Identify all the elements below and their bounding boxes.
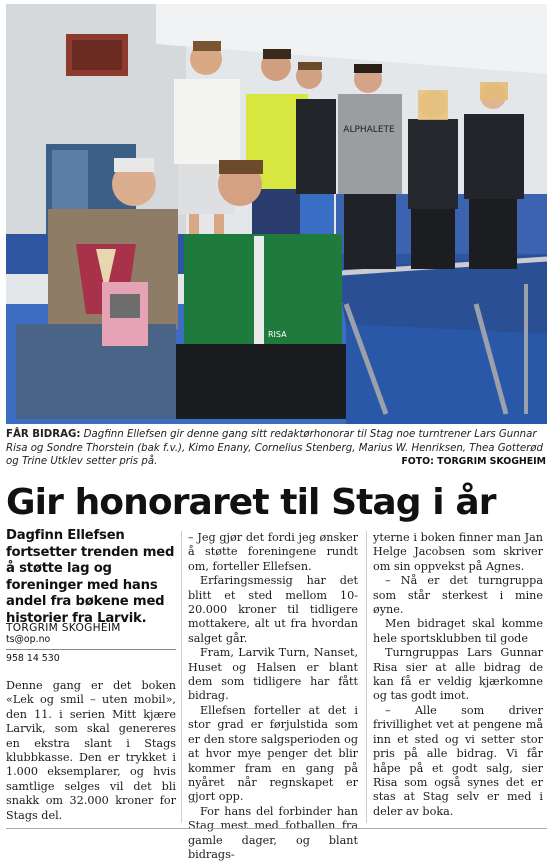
shirt-text: RISA	[268, 330, 287, 339]
paragraph: Erfaringsmessig har det blitt et sted mellom 10-20.000 kroner til tidligere mottakere, alt ut fra hvordan salget går.	[188, 574, 358, 645]
paragraph: – Alle som driver frivillighet vet at pengene må inn et sted og vi setter stor pris på alle bidrag. Vi får håpe på et godt salg, sier Risa som også synes det er stas at Stag selv er med i deler av boka.	[373, 703, 543, 818]
column-divider	[181, 531, 182, 823]
paragraph: Turngruppas Lars Gunnar Risa sier at alle bidrag de kan få er veldig kjærkomne og tas godt imot.	[373, 646, 543, 703]
body-column-2	[188, 531, 358, 862]
column-divider	[366, 531, 367, 823]
body-column-1	[6, 679, 176, 823]
byline	[6, 622, 176, 664]
byline-name: TORGRIM SKOGHEIM	[6, 622, 121, 634]
paragraph: Ellefsen forteller at det i stor grad er førjulstida som er den store salgsperioden og at hvor mye penger det blir kommer fram en gang på nyåret når regnskapet er gjort opp.	[188, 703, 358, 804]
byline-divider	[6, 649, 176, 650]
photo-credit: FOTO: TORGRIM SKOGHEIM	[401, 456, 546, 467]
caption-lead: FÅR BIDRAG:	[6, 429, 81, 440]
ingress: Dagfinn Ellefsen fortsetter trenden med å støtte lag og foreninger med hans andel fra bøkene med historier fra Larvik.	[6, 528, 175, 626]
byline-phone: 958 14 530	[6, 653, 60, 664]
paragraph: – Jeg gjør det fordi jeg ønsker å støtte foreningene rundt om, forteller Ellefsen.	[188, 531, 358, 573]
paragraph: For hans del forbinder han Stag mest med fotballen fra gamle dager, og blant bidrags-	[188, 804, 358, 861]
paragraph: Denne gang er det boken «Lek og smil – uten mobil», den 11. i serien Mitt kjære Larvik, som skal genereres en ekstra slant i Stags klubbkasse. Den er trykket i 1.000 eksemplarer, og hvis samtlige selges vil det bli snakk om 32.000 kroner for Stags del.	[6, 679, 176, 822]
byline-email[interactable]: ts@op.no	[6, 634, 51, 645]
shirt-text: ALPHALETE	[343, 125, 395, 135]
paragraph: yterne i boken finner man Jan Helge Jacobsen som skriver om sin oppvekst på Agnes.	[373, 531, 543, 573]
article-photo	[6, 4, 547, 424]
headline: Gir honoraret til Stag i år	[6, 482, 496, 523]
caption-text: Dagfinn Ellefsen gir denne gang sitt redaktørhonorar til Stag noe turntrener Lars Gunnar Risa og Sondre Thorstein (bak f.v.), Kimo Enany, Cornelius Stenberg, Marius W. Henriksen, Thea Gotterød og Trine Utklev setter pris på.	[6, 429, 543, 468]
page-divider	[6, 828, 547, 829]
paragraph: Fram, Larvik Turn, Nanset, Huset og Halsen er blant dem som tidligere har fått bidrag.	[188, 646, 358, 703]
paragraph: Men bidraget skal komme hele sportsklubben til gode	[373, 617, 543, 645]
photo-illustration	[6, 4, 547, 424]
body-column-3	[373, 531, 543, 819]
paragraph: – Nå er det turngruppa som står sterkest i mine øyne.	[373, 574, 543, 617]
